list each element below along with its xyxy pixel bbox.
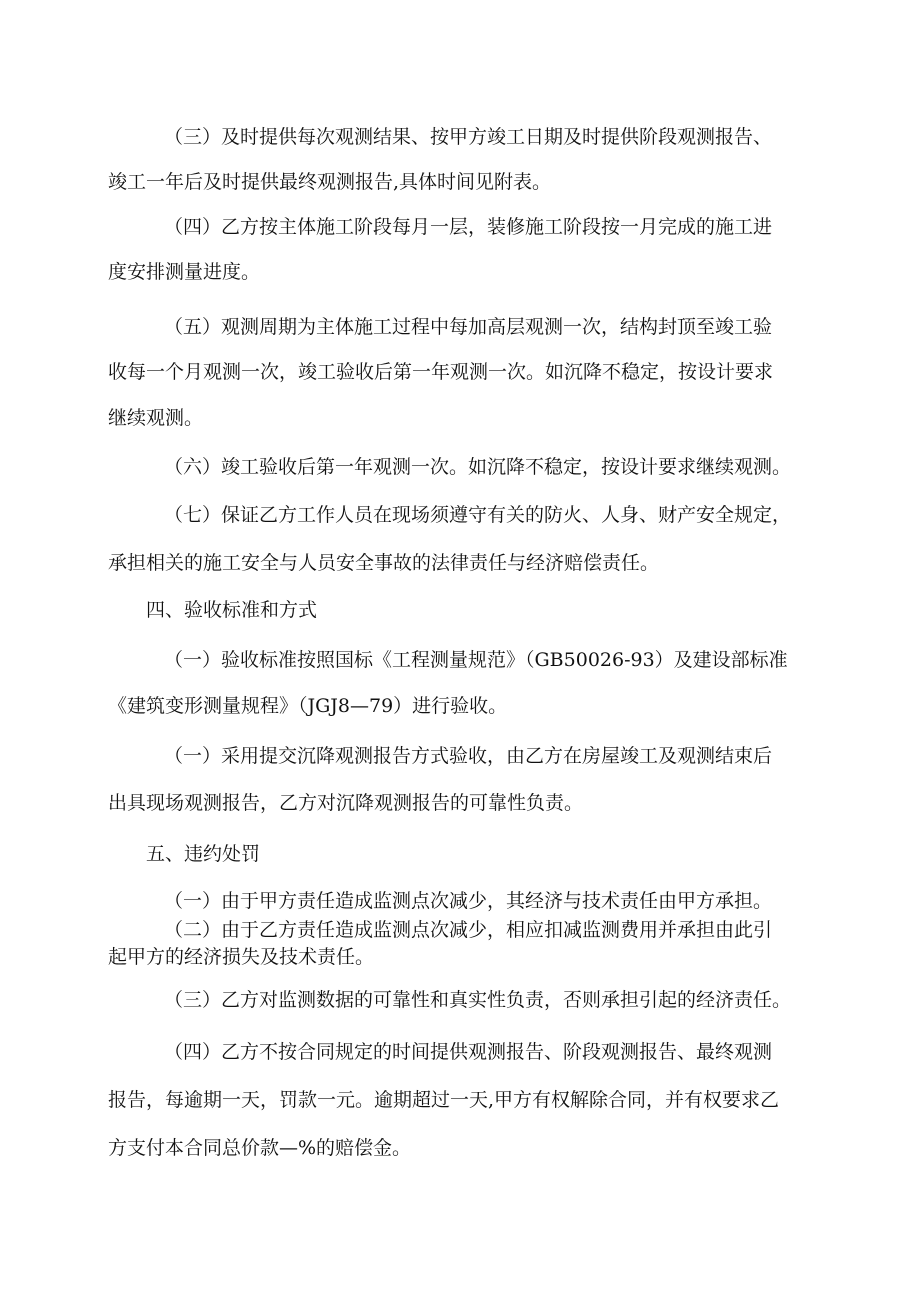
text-line-penalty-2: （二）由于乙方责任造成监测点次减少，相应扣减监测费用并承担由此引 [164,919,773,941]
text-line-si-2: 度安排测量进度。 [108,261,261,283]
text-line-san-2: 竣工一年后及时提供最终观测报告,具体时间见附表。 [108,171,552,193]
text-line-penalty-5: （四）乙方不按合同规定的时间提供观测报告、阶段观测报告、最终观测 [164,1041,773,1063]
text-line-acceptance-1: （一）验收标准按照国标《工程测量规范》（GB50026-93）及建设部标准 [164,649,788,671]
section-heading-penalty: 五、违约处罚 [146,843,261,865]
section-heading-acceptance: 四、验收标准和方式 [146,599,318,621]
text-line-san-1: （三）及时提供每次观测结果、按甲方竣工日期及时提供阶段观测报告、 [164,126,773,148]
text-line-wu-2: 收每一个月观测一次，竣工验收后第一年观测一次。如沉降不稳定，按设计要求 [108,361,774,383]
text-line-liu: （六）竣工验收后第一年观测一次。如沉降不稳定，按设计要求继续观测。 [164,456,792,478]
text-line-qi-1: （七）保证乙方工作人员在现场须遵守有关的防火、人身、财产安全规定， [164,504,792,526]
text-line-acceptance-3: （一）采用提交沉降观测报告方式验收，由乙方在房屋竣工及观测结束后 [164,745,773,767]
text-line-penalty-6: 报告，每逾期一天，罚款一元。逾期超过一天,甲方有权解除合同，并有权要求乙 [108,1089,780,1111]
text-line-qi-2: 承担相关的施工安全与人员安全事故的法律责任与经济赔偿责任。 [108,552,660,574]
text-line-penalty-4: （三）乙方对监测数据的可靠性和真实性负责，否则承担引起的经济责任。 [164,989,792,1011]
text-line-acceptance-4: 出具现场观测报告，乙方对沉降观测报告的可靠性负责。 [108,792,584,814]
text-line-wu-3: 继续观测。 [108,407,204,429]
text-line-penalty-3: 起甲方的经济损失及技术责任。 [108,946,375,968]
text-line-penalty-1: （一）由于甲方责任造成监测点次减少，其经济与技术责任由甲方承担。 [164,890,773,912]
text-line-wu-1: （五）观测周期为主体施工过程中每加高层观测一次，结构封顶至竣工验 [164,316,773,338]
text-line-penalty-7: 方支付本合同总价款—%的赔偿金。 [108,1137,412,1159]
text-line-acceptance-2: 《建筑变形测量规程》（JGJ8—79）进行验收。 [108,695,508,717]
text-line-si-1: （四）乙方按主体施工阶段每月一层，装修施工阶段按一月完成的施工进 [164,216,773,238]
